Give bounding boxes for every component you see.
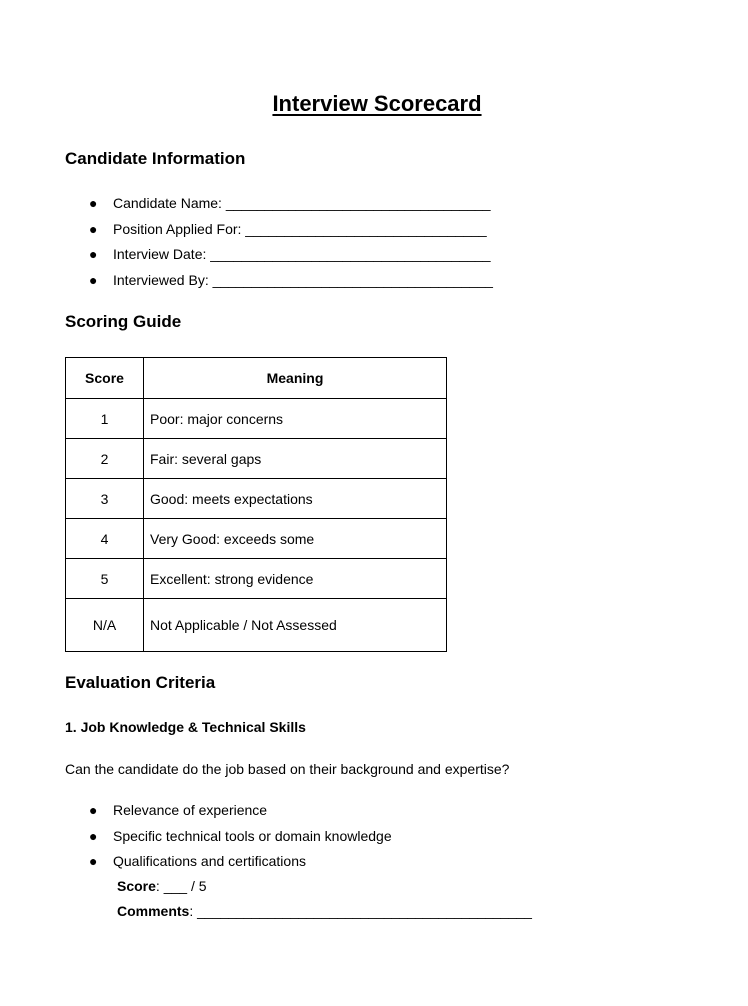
bullet-icon: ● <box>89 220 98 237</box>
criterion-question: Can the candidate do the job based on their background and expertise? <box>65 761 510 777</box>
comments-label: Comments <box>117 903 190 919</box>
bullet-icon: ● <box>89 195 98 211</box>
candidate-info-heading: Candidate Information <box>65 149 246 168</box>
score-cell: 5 <box>66 559 144 599</box>
meaning-cell: Good: meets expectations <box>144 479 447 519</box>
table-row <box>66 519 447 559</box>
meaning-cell: Fair: several gaps <box>144 439 447 479</box>
score-cell: 1 <box>66 399 144 439</box>
table-header-row <box>66 358 447 399</box>
column-header-score: Score <box>66 358 144 399</box>
table-row <box>66 479 447 519</box>
meaning-cell: Not Applicable / Not Assessed <box>144 599 447 652</box>
meaning-cell: Excellent: strong evidence <box>144 559 447 599</box>
meaning-cell: Very Good: exceeds some <box>144 519 447 559</box>
candidate-name-field <box>0 193 493 219</box>
list-item-text: Position Applied For: _______________________________ <box>113 220 487 237</box>
position-field <box>0 219 493 245</box>
score-cell: N/A <box>66 599 144 652</box>
score-line <box>117 876 207 896</box>
scoring-guide-table <box>65 357 447 652</box>
list-item-text: Candidate Name: __________________________________ <box>113 195 491 211</box>
comments-line <box>117 901 532 921</box>
evaluation-criteria-heading: Evaluation Criteria <box>65 673 216 692</box>
candidate-info-list <box>0 193 493 295</box>
list-item-text: Qualifications and certifications <box>113 853 306 869</box>
list-item-text: Interview Date: ____________________________________ <box>113 246 491 262</box>
score-cell: 3 <box>66 479 144 519</box>
list-item <box>0 800 392 826</box>
table-row <box>66 559 447 599</box>
comments-blank: : ___________________________________________ <box>189 903 532 919</box>
list-item-text: Interviewed By: ____________________________________ <box>113 271 493 288</box>
interviewed-by-field <box>0 270 493 296</box>
list-item-text: Specific technical tools or domain knowledge <box>113 827 392 844</box>
criterion-points-list <box>0 800 392 877</box>
bullet-icon: ● <box>89 802 98 818</box>
column-header-meaning: Meaning <box>144 358 447 399</box>
table-row <box>66 439 447 479</box>
list-item-text: Relevance of experience <box>113 802 268 818</box>
bullet-icon: ● <box>89 246 98 262</box>
table-row <box>66 399 447 439</box>
score-cell: 4 <box>66 519 144 559</box>
bullet-icon: ● <box>89 271 98 288</box>
scoring-guide-heading: Scoring Guide <box>65 312 182 331</box>
score-cell: 2 <box>66 439 144 479</box>
bullet-icon: ● <box>89 827 98 844</box>
bullet-icon: ● <box>89 853 98 869</box>
meaning-cell: Poor: major concerns <box>144 399 447 439</box>
page-title: Interview Scorecard <box>272 91 482 116</box>
interview-date-field <box>0 244 493 270</box>
score-blank: : ___ / 5 <box>155 878 207 894</box>
list-item <box>0 826 392 852</box>
score-label: Score <box>117 878 156 894</box>
criterion-title: 1. Job Knowledge & Technical Skills <box>65 719 306 735</box>
table-row <box>66 599 447 652</box>
list-item <box>0 851 392 877</box>
